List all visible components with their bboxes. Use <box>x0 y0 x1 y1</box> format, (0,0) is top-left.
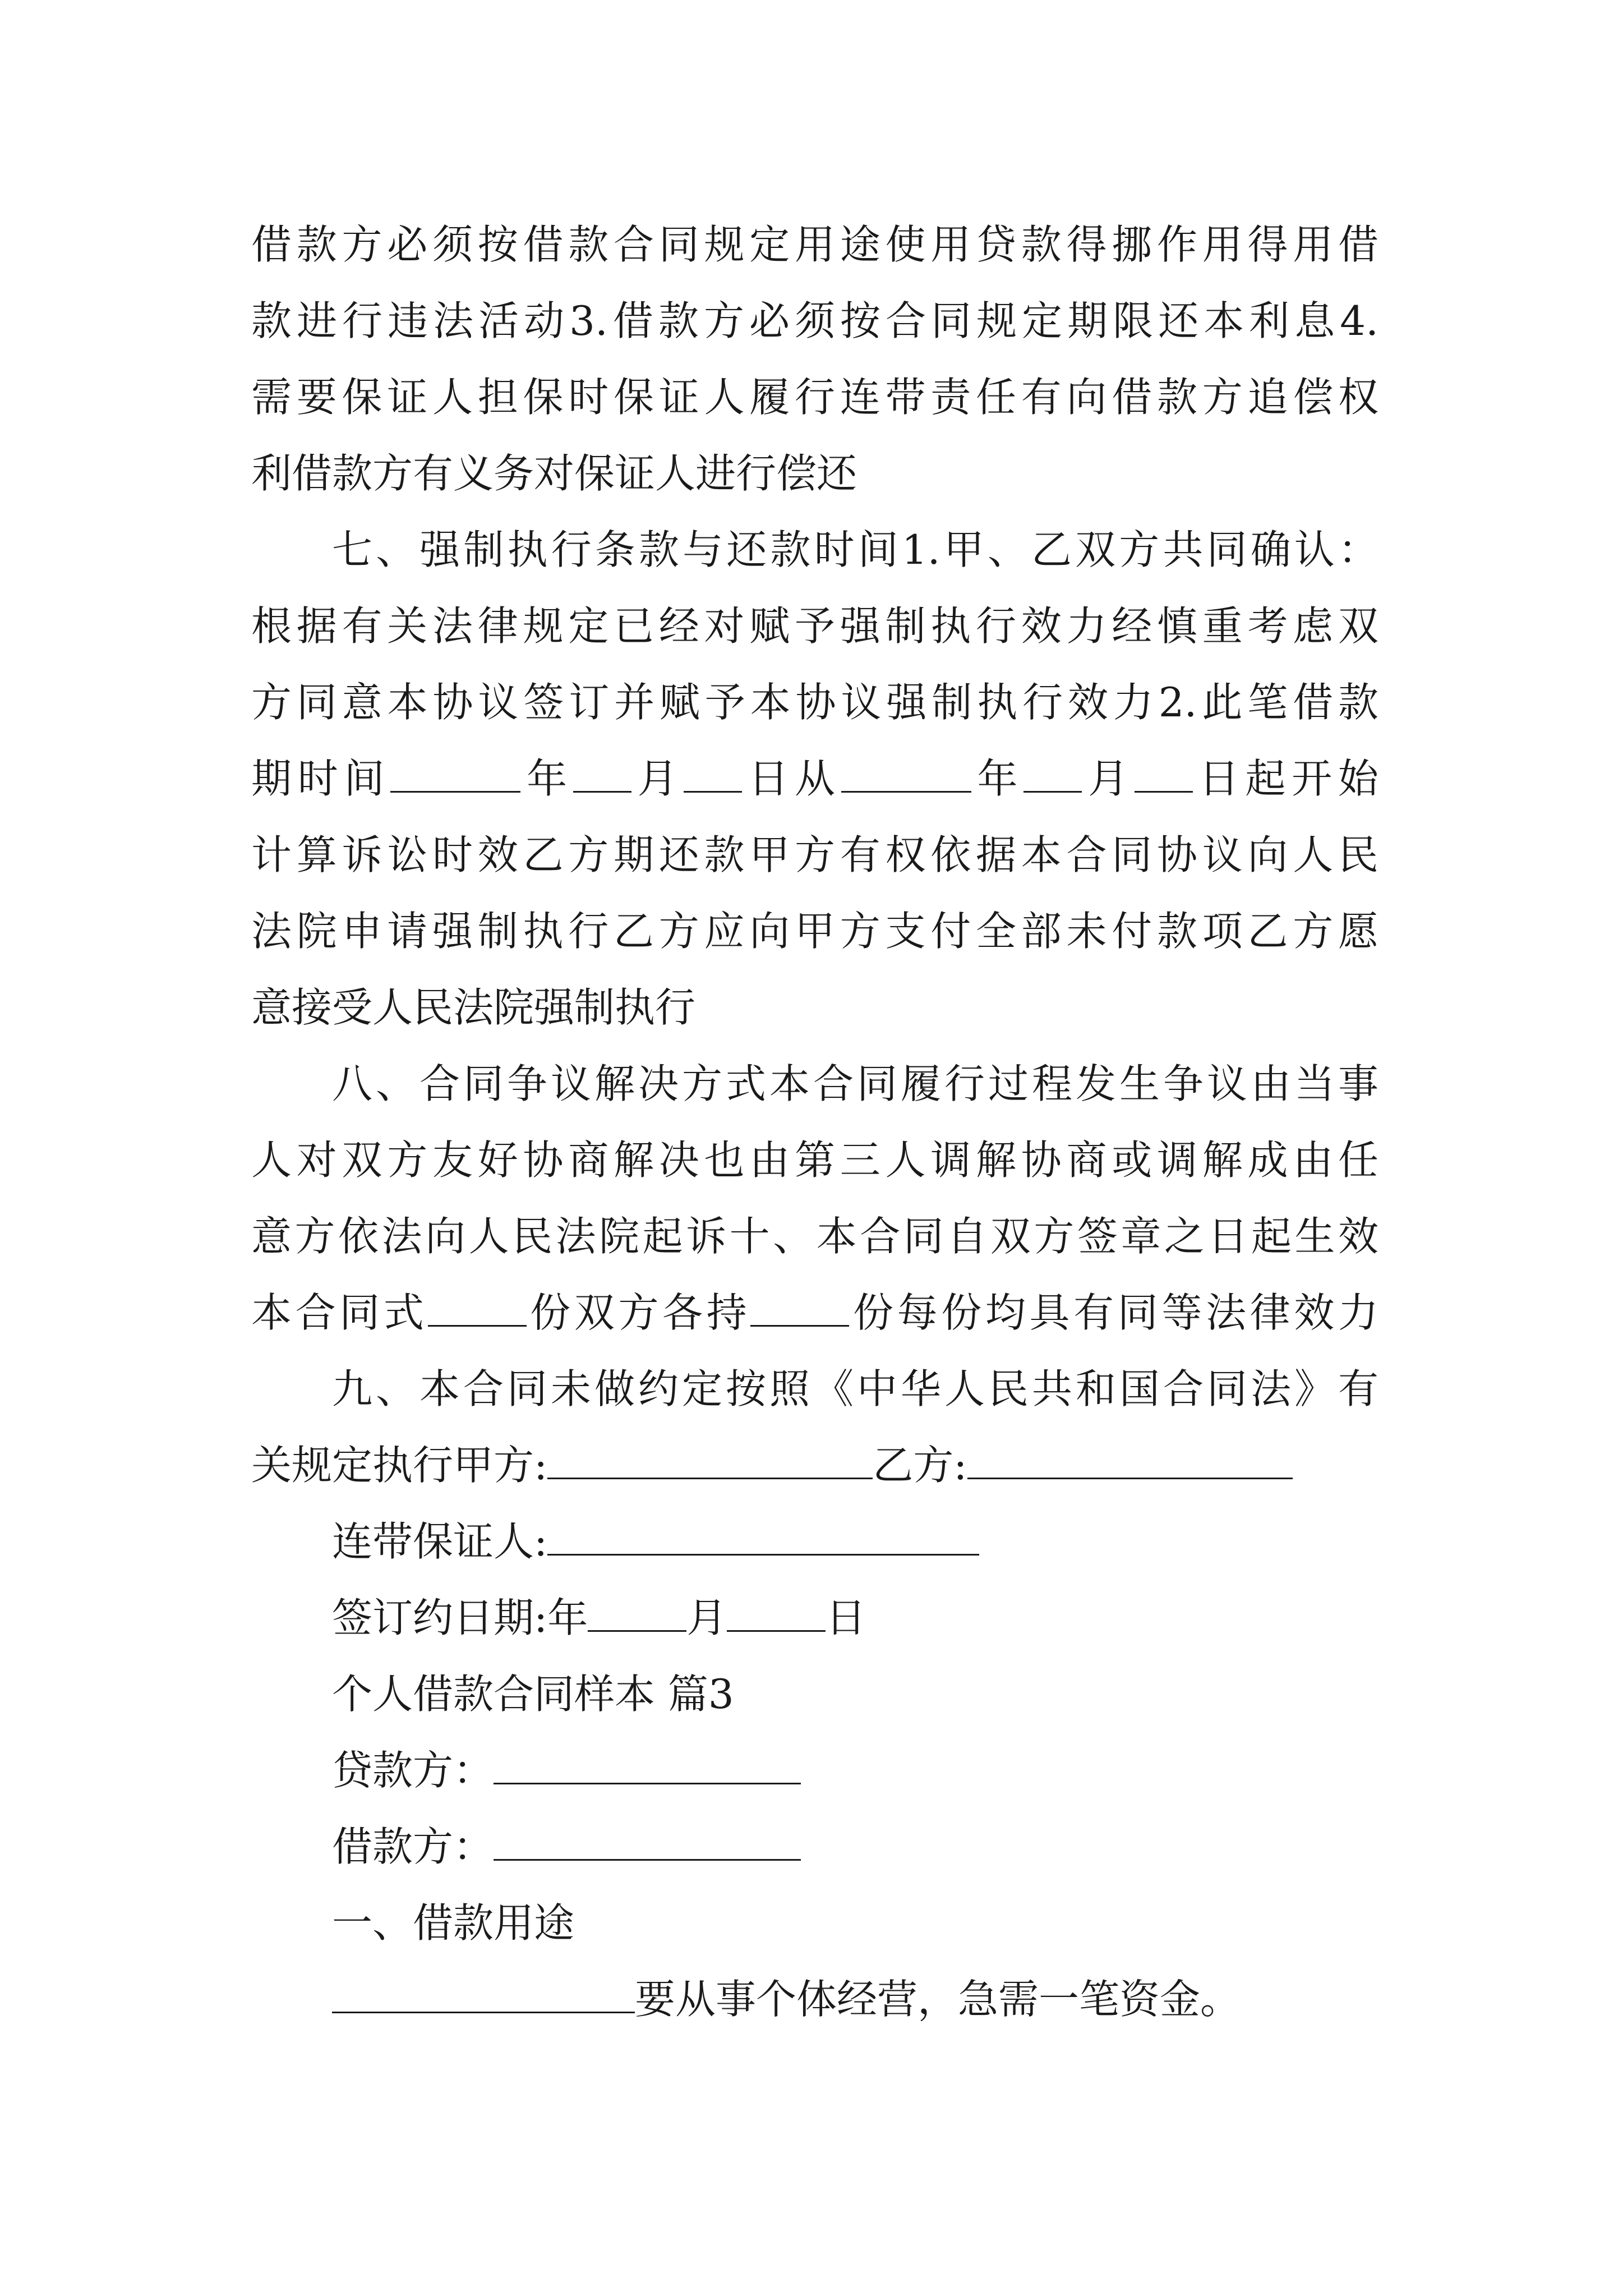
blank-field[interactable] <box>1135 756 1193 793</box>
blank-field[interactable] <box>684 756 742 793</box>
text-fragment: 乙方: <box>873 1442 967 1489</box>
text-fragment: 日起开始 <box>1192 755 1378 802</box>
guarantor-label: 连带保证人: <box>332 1518 548 1565</box>
text-line: 七、强制执行条款与还款时间1.甲、乙双方共同确认： <box>332 526 1378 573</box>
text-line: 方同意本协议签订并赋予本协议强制执行效力2.此笔借款 <box>251 679 1378 726</box>
text-line: 意接受人民法院强制执行 <box>251 984 696 1031</box>
text-fragment: 日从 <box>742 755 841 802</box>
text-line: 根据有关法律规定已经对赋予强制执行效力经慎重考虑双 <box>251 602 1378 650</box>
text-line: 计算诉讼时效乙方期还款甲方有权依据本合同协议向人民 <box>251 831 1378 878</box>
document-body <box>251 206 1378 2037</box>
month-blank[interactable] <box>588 1595 686 1632</box>
text-fragment: 年 <box>520 755 573 802</box>
text-line: 意方依法向人民法院起诉十、本合同自双方签章之日起生效 <box>251 1213 1378 1260</box>
text-line: 人对双方友好协商解决也由第三人调解协商或调解成由任 <box>251 1137 1378 1184</box>
blank-field[interactable] <box>750 1290 849 1327</box>
blank-field[interactable] <box>428 1290 527 1327</box>
blank-field[interactable] <box>841 756 971 793</box>
party-a-blank[interactable] <box>547 1443 873 1479</box>
loan-period-line <box>251 740 1378 817</box>
text-line: 需要保证人担保时保证人履行连带责任有向借款方追偿权 <box>251 374 1378 421</box>
text-fragment: 日 <box>826 1594 866 1641</box>
text-fragment: 年 <box>971 755 1024 802</box>
borrower-label: 借款方： <box>332 1823 494 1870</box>
borrower-row <box>251 1809 1378 1885</box>
guarantor-row <box>251 1503 1378 1580</box>
purpose-heading-text: 一、借款用途 <box>332 1899 575 1947</box>
lender-line <box>251 1732 1378 1809</box>
purpose-heading <box>251 1885 1378 1961</box>
paragraph-borrower-obligations <box>251 206 1378 512</box>
text-line: 九、本合同未做约定按照《中华人民共和国合同法》有 <box>332 1365 1378 1412</box>
purpose-blank[interactable] <box>332 1977 635 2013</box>
text-line: 利借款方有义务对保证人进行偿还 <box>251 450 857 497</box>
borrower-line <box>251 1809 1378 1885</box>
lender-blank[interactable] <box>494 1748 801 1784</box>
text-fragment: 份每份均具有同等法律效力 <box>849 1289 1378 1336</box>
sign-date-line <box>251 1580 1378 1656</box>
text-line: 借款方必须按借款合同规定用途使用贷款得挪作用得用借 <box>251 221 1378 268</box>
guarantor-blank[interactable] <box>547 1519 979 1556</box>
text-fragment: 月 <box>1082 755 1135 802</box>
copies-line <box>251 1274 1378 1351</box>
blank-field[interactable] <box>1023 756 1082 793</box>
blank-field[interactable] <box>573 756 631 793</box>
sign-date-row <box>251 1580 1378 1656</box>
paragraph-enforcement-clause <box>251 512 1378 1046</box>
text-fragment: 本合同式 <box>251 1289 428 1336</box>
text-line: 法院申请强制执行乙方应向甲方支付全部未付款项乙方愿 <box>251 908 1378 955</box>
borrower-blank[interactable] <box>494 1824 801 1861</box>
signature-party-line <box>251 1427 1378 1503</box>
text-line: 八、合同争议解决方式本合同履行过程发生争议由当事 <box>332 1060 1378 1107</box>
lender-row <box>251 1732 1378 1809</box>
text-fragment: 月 <box>686 1594 727 1641</box>
guarantor-line <box>251 1503 1378 1580</box>
lender-label: 贷款方： <box>332 1747 494 1794</box>
purpose-row <box>251 1961 1378 2037</box>
party-b-blank[interactable] <box>967 1443 1293 1479</box>
purpose-line <box>251 1961 1378 2037</box>
text-fragment: 月 <box>631 755 684 802</box>
purpose-text: 要从事个体经营，急需一笔资金。 <box>635 1976 1241 2023</box>
section-title-text: 个人借款合同样本 篇3 <box>332 1671 734 1718</box>
text-fragment: 关规定执行甲方: <box>251 1442 548 1489</box>
sign-date-label: 签订约日期:年 <box>332 1594 588 1641</box>
blank-field[interactable] <box>390 756 520 793</box>
paragraph-other-terms <box>251 1351 1378 1503</box>
text-line: 款进行违法活动3.借款方必须按合同规定期限还本利息4. <box>251 297 1378 344</box>
paragraph-dispute-resolution <box>251 1046 1378 1351</box>
day-blank[interactable] <box>727 1595 826 1632</box>
text-fragment: 期时间 <box>251 755 391 802</box>
section-title <box>251 1656 1378 1732</box>
text-fragment: 份双方各持 <box>526 1289 751 1336</box>
